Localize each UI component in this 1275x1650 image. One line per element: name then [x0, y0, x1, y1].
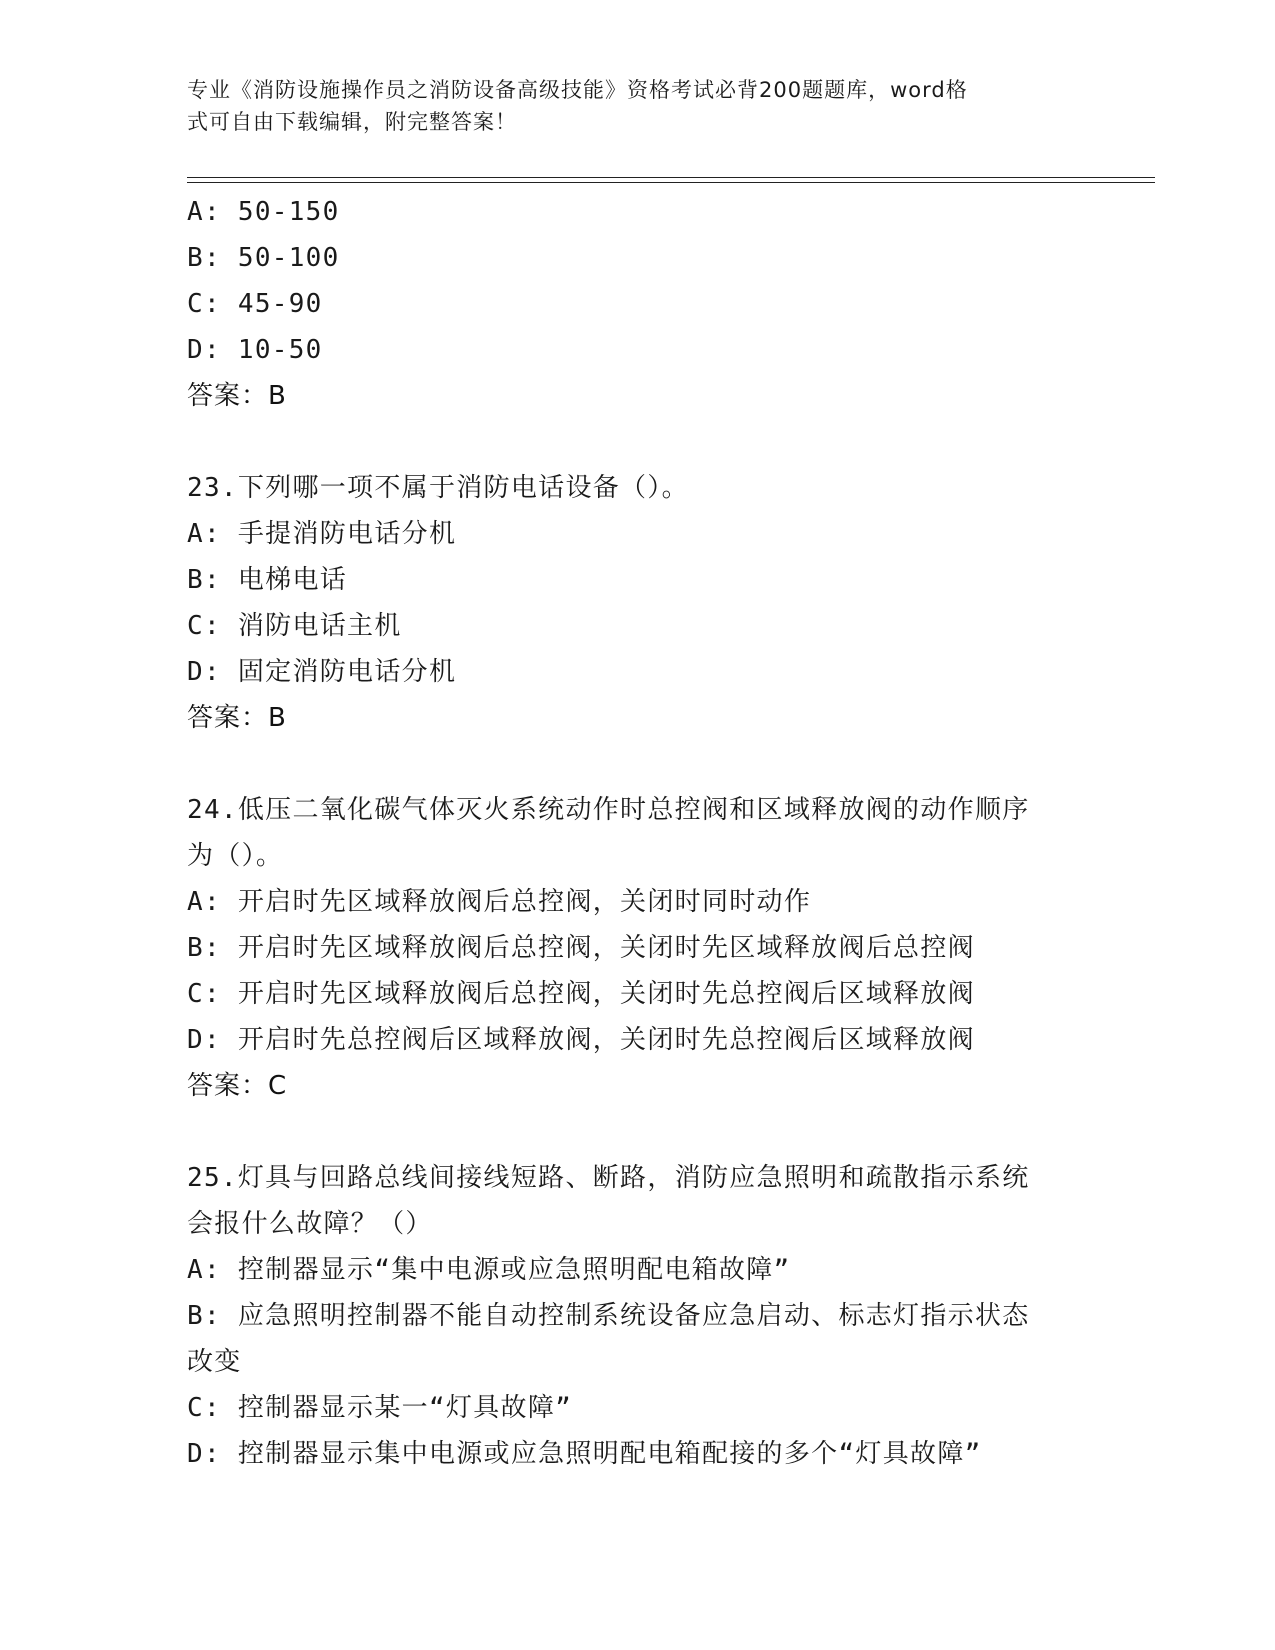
option-c: C: 消防电话主机 — [187, 611, 402, 641]
option-b: B: 50-100 — [187, 243, 340, 273]
option-a: A: 50-150 — [187, 197, 340, 227]
option-c: C: 开启时先区域释放阀后总控阀，关闭时先总控阀后区域释放阀 — [187, 979, 975, 1009]
option-a: A: 控制器显示“集中电源或应急照明配电箱故障” — [187, 1255, 791, 1285]
answer: 答案：B — [187, 381, 287, 411]
document-header — [187, 74, 1067, 138]
option-b: B: 开启时先区域释放阀后总控阀，关闭时先区域释放阀后总控阀 — [187, 933, 975, 963]
option-d: D: 固定消防电话分机 — [187, 657, 457, 687]
option-a: A: 手提消防电话分机 — [187, 519, 457, 549]
option-d: D: 控制器显示集中电源或应急照明配电箱配接的多个“灯具故障” — [187, 1439, 982, 1469]
question-25 — [187, 1155, 1087, 1477]
option-d: D: 开启时先总控阀后区域释放阀，关闭时先总控阀后区域释放阀 — [187, 1025, 975, 1055]
answer: 答案：C — [187, 1071, 288, 1101]
spacer — [187, 741, 1087, 787]
option-b-line-2: 改变 — [187, 1347, 242, 1377]
option-a: A: 开启时先区域释放阀后总控阀，关闭时同时动作 — [187, 887, 812, 917]
option-c: C: 控制器显示某一“灯具故障” — [187, 1393, 573, 1423]
option-c: C: 45-90 — [187, 289, 323, 319]
question-text-line-2: 为（）。 — [187, 841, 284, 871]
header-rule-top — [187, 177, 1155, 178]
spacer — [187, 419, 1087, 465]
question-text-line-1: 25.灯具与回路总线间接线短路、断路，消防应急照明和疏散指示系统 — [187, 1163, 1030, 1193]
option-b: B: 电梯电话 — [187, 565, 348, 595]
option-b-line-1: B: 应急照明控制器不能自动控制系统设备应急启动、标志灯指示状态 — [187, 1301, 1030, 1331]
option-d: D: 10-50 — [187, 335, 323, 365]
question-list — [187, 189, 1087, 1477]
header-rule-bottom — [187, 182, 1155, 183]
question-23 — [187, 465, 1087, 741]
answer: 答案：B — [187, 703, 287, 733]
question-text-line-2: 会报什么故障？（） — [187, 1209, 433, 1239]
question-22 — [187, 189, 1087, 419]
header-line-1: 专业《消防设施操作员之消防设备高级技能》资格考试必背200题题库，word格 — [187, 78, 968, 102]
question-24 — [187, 787, 1087, 1109]
question-text: 23.下列哪一项不属于消防电话设备（）。 — [187, 473, 689, 503]
question-text-line-1: 24.低压二氧化碳气体灭火系统动作时总控阀和区域释放阀的动作顺序 — [187, 795, 1030, 825]
header-line-2: 式可自由下载编辑，附完整答案！ — [187, 110, 517, 134]
spacer — [187, 1109, 1087, 1155]
